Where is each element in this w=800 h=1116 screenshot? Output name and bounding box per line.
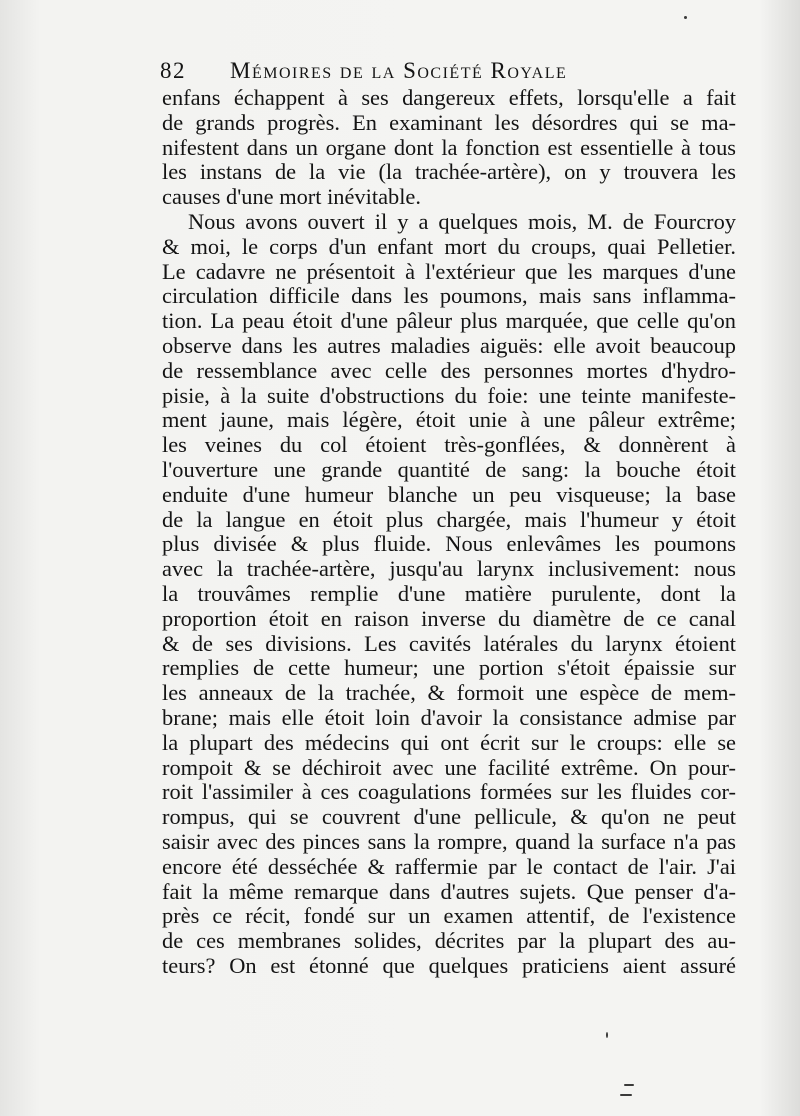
page-header bbox=[160, 58, 680, 88]
text-line: l'ouverture une grande quantité de sang: la bouche étoit bbox=[162, 456, 736, 482]
text-line: de la langue en étoit plus chargée, mais l'humeur y étoit bbox=[162, 506, 736, 532]
paper-speck bbox=[624, 1084, 634, 1086]
text-line: observe dans les autres maladies aiguës: elle avoit beaucoup bbox=[162, 332, 736, 358]
text-line: les veines du col étoient très-gonflées, & donnèrent à bbox=[162, 432, 736, 458]
text-line: tion. La peau étoit d'une pâleur plus marquée, que celle qu'on bbox=[162, 308, 736, 334]
text-line: fait la même remarque dans d'autres sujets. Que penser d'a- bbox=[162, 878, 736, 904]
text-line: pisie, à la suite d'obstructions du foie: une teinte manifeste- bbox=[162, 382, 736, 408]
text-line: plus divisée & plus fluide. Nous enlevâmes les poumons bbox=[162, 531, 736, 557]
text-line: les instans de la vie (la trachée-artère), on y trouvera les bbox=[162, 159, 736, 185]
text-line: de ces membranes solides, décrites par la plupart des au- bbox=[162, 928, 736, 954]
text-line: teurs? On est étonné que quelques praticiens aient assuré bbox=[162, 952, 736, 978]
text-line: & moi, le corps d'un enfant mort du croups, quai Pelletier. bbox=[162, 233, 736, 259]
text-line: Le cadavre ne présentoit à l'extérieur que les marques d'une bbox=[162, 258, 736, 284]
text-line: nifestent dans un organe dont la fonction est essentielle à tous bbox=[162, 134, 736, 160]
text-line: circulation difficile dans les poumons, mais sans inflamma- bbox=[162, 283, 736, 309]
paper-speck bbox=[620, 1094, 632, 1096]
text-line: enfans échappent à ses dangereux effets, lorsqu'elle a fait bbox=[162, 85, 736, 110]
text-line: près ce récit, fondé sur un examen attentif, de l'existence bbox=[162, 903, 736, 929]
text-line: roit l'assimiler à ces coagulations formées sur les fluides cor- bbox=[162, 779, 736, 805]
paper-speck bbox=[606, 1032, 608, 1038]
text-line: la trouvâmes remplie d'une matière purulente, dont la bbox=[162, 580, 736, 606]
text-line: la plupart des médecins qui ont écrit sur le croups: elle se bbox=[162, 729, 736, 755]
text-line: remplies de cette humeur; une portion s'étoit épaissie sur bbox=[162, 655, 736, 681]
text-line: saisir avec des pinces sans la rompre, quand la surface n'a pas bbox=[162, 828, 736, 854]
text-line: & de ses divisions. Les cavités latérales du larynx étoient bbox=[162, 630, 736, 656]
text-line: avec la trachée-artère, jusqu'au larynx inclusivement: nous bbox=[162, 556, 736, 582]
body-text bbox=[162, 86, 736, 979]
text-line: rompus, qui se couvrent d'une pellicule, & qu'on ne peut bbox=[162, 804, 736, 830]
text-line: ment jaune, mais légère, étoit unie à une pâleur extrême; bbox=[162, 407, 736, 433]
text-line: enduite d'une humeur blanche un peu visqueuse; la base bbox=[162, 481, 736, 507]
page-number: 82 bbox=[160, 58, 186, 83]
text-line: brane; mais elle étoit loin d'avoir la consistance admise par bbox=[162, 704, 736, 730]
text-line: encore été desséchée & raffermie par le contact de l'air. J'ai bbox=[162, 853, 736, 879]
text-line: de grands progrès. En examinant les désordres qui se ma- bbox=[162, 109, 736, 135]
paper-speck bbox=[684, 16, 687, 19]
text-line: de ressemblance avec celle des personnes mortes d'hydro- bbox=[162, 357, 736, 383]
text-line: les anneaux de la trachée, & formoit une espèce de mem- bbox=[162, 680, 736, 706]
text-line: causes d'une mort inévitable. bbox=[162, 184, 421, 210]
running-title: Mémoires de la Société Royale bbox=[230, 58, 568, 83]
text-line: Nous avons ouvert il y a quelques mois, M. de Fourcroy bbox=[188, 208, 736, 234]
text-line: proportion étoit en raison inverse du diamètre de ce canal bbox=[162, 605, 736, 631]
text-line: rompoit & se déchiroit avec une facilité extrême. On pour- bbox=[162, 754, 736, 780]
